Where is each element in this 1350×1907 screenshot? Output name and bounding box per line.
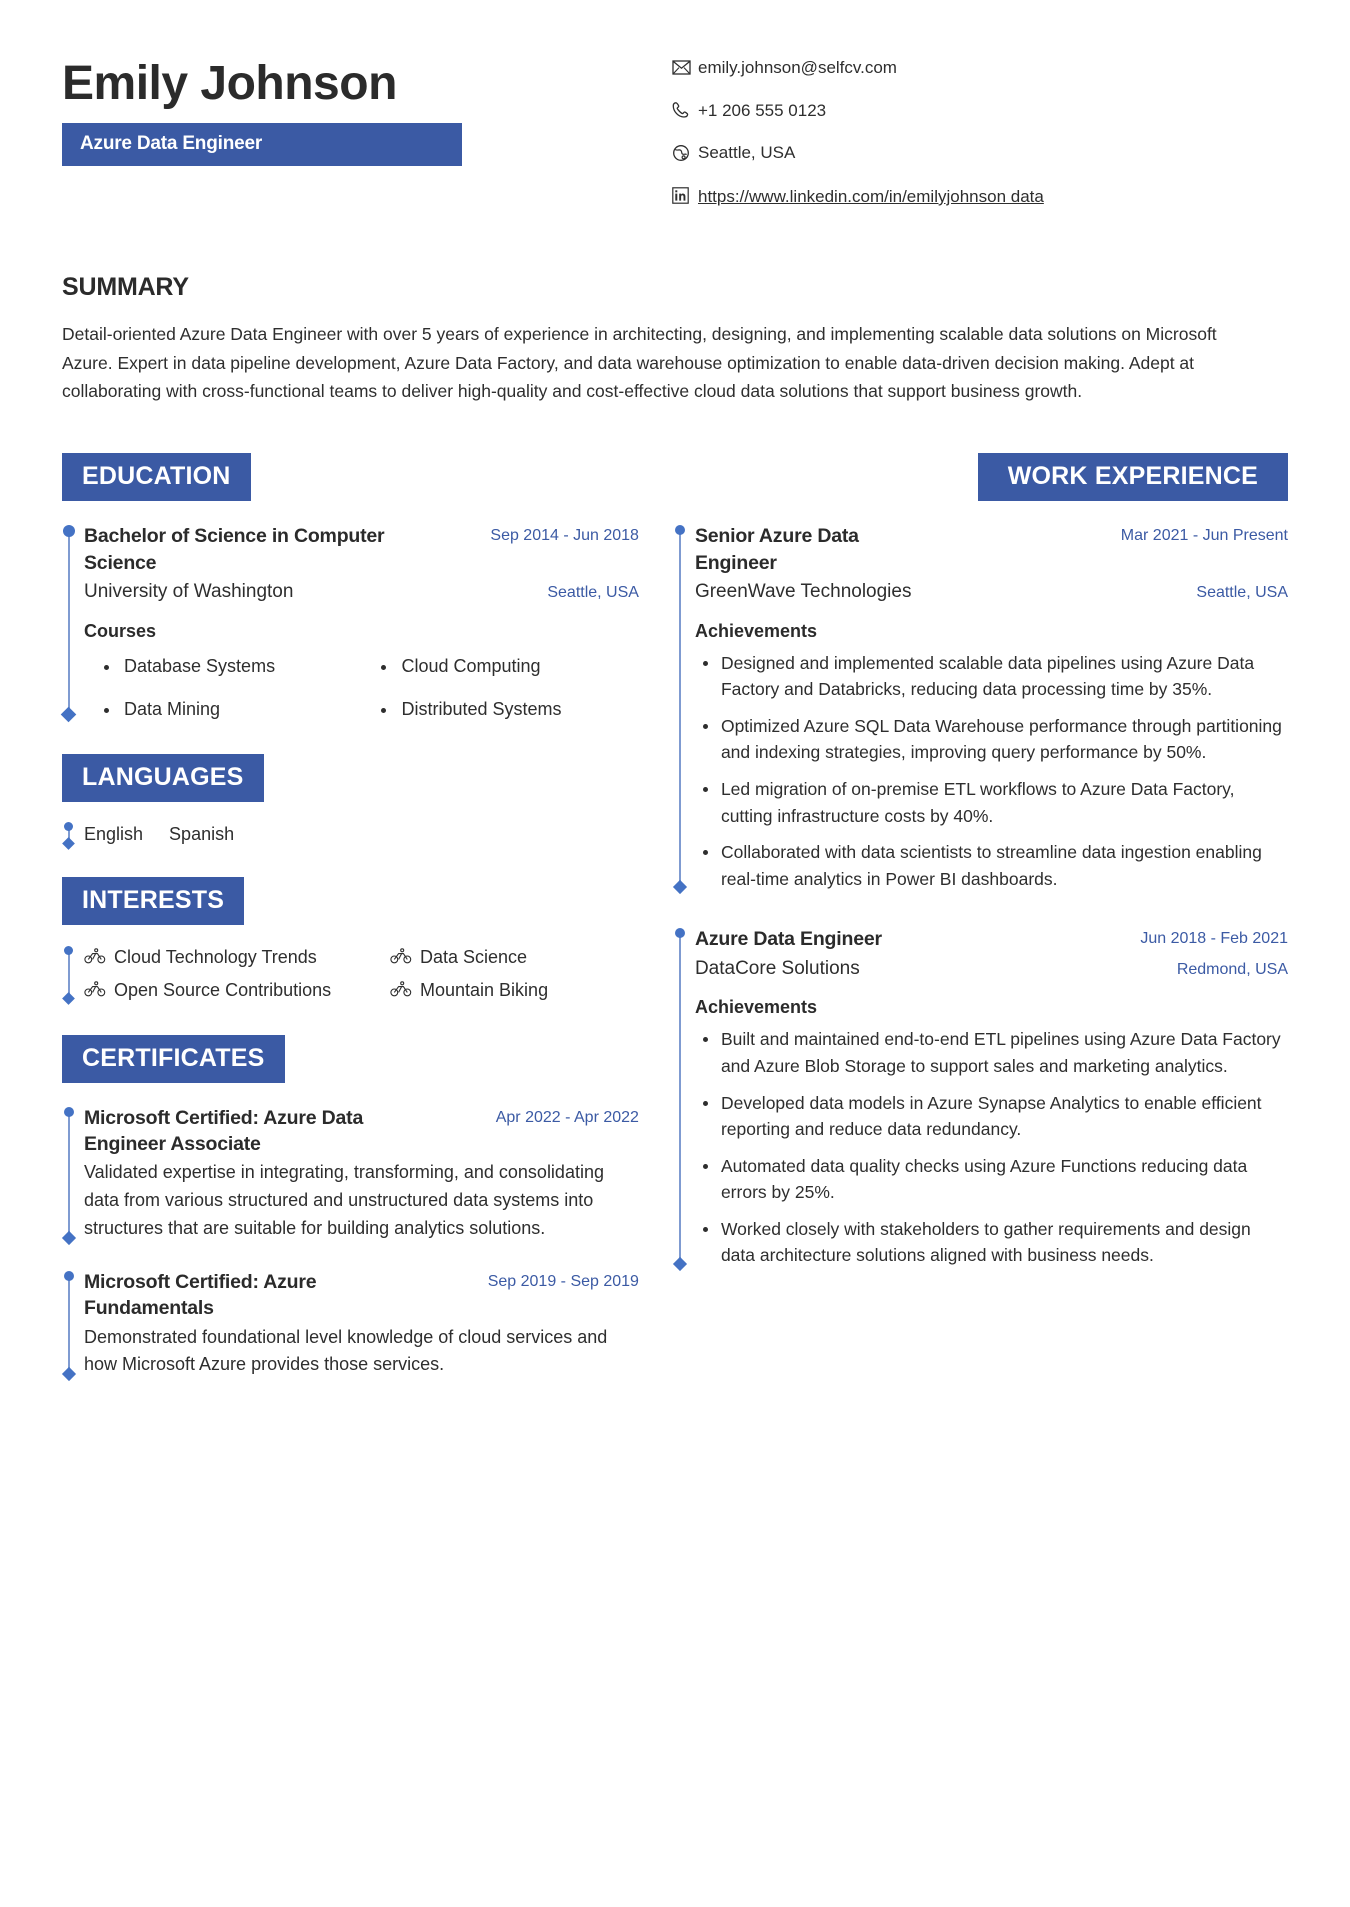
certificate-header-row (84, 1105, 639, 1158)
timeline-diamond (62, 992, 75, 1005)
course-item: Database Systems (94, 656, 361, 677)
timeline-dot (64, 1271, 74, 1281)
achievement-item: Built and maintained end-to-end ETL pipelines using Azure Data Factory and Azure Blob Storage to support sales and marketing analytics. (695, 1026, 1288, 1079)
work-subrow (695, 956, 1288, 983)
work-company: GreenWave Technologies (694, 581, 912, 603)
language-item: Spanish (169, 823, 235, 844)
education-section (62, 453, 639, 719)
achievement-item: Developed data models in Azure Synapse Analytics to enable efficient reporting and reduce data redundancy. (695, 1090, 1288, 1143)
work-company: DataCore Solutions (694, 957, 860, 979)
left-column (62, 453, 673, 1405)
resume-header (62, 52, 1288, 227)
certificate-name: Microsoft Certified: Azure Fundamentals (84, 1270, 317, 1320)
envelope-icon (672, 57, 698, 78)
contact-phone-text[interactable]: +1 206 555 0123 (698, 100, 827, 120)
work-job-title: Azure Data Engineer (694, 928, 882, 951)
timeline-line (68, 530, 70, 712)
interests-list (84, 947, 639, 1001)
bicycle-icon (390, 981, 412, 999)
timeline-diamond (673, 1257, 687, 1271)
contact-linkedin-row (672, 184, 1288, 210)
work-job-title: Senior Azure Data Engineer (694, 525, 859, 574)
certificates-heading: CERTIFICATES (62, 1035, 285, 1083)
timeline-dot (63, 525, 75, 537)
education-entry (62, 523, 639, 719)
education-degree: Bachelor of Science in Computer Science (84, 525, 385, 574)
language-item: English (84, 823, 144, 844)
summary-section (62, 273, 1288, 405)
resume-body (62, 453, 1288, 1405)
timeline-line (68, 951, 70, 997)
interest-label: Cloud Technology Trends (114, 946, 317, 967)
achievement-item: Optimized Azure SQL Data Warehouse performance through partitioning and indexing strategies, improving query performance by 50%. (695, 713, 1288, 766)
achievements-list (695, 1026, 1288, 1269)
interests-heading: INTERESTS (62, 877, 244, 925)
interest-label: Data Science (420, 946, 528, 967)
achievement-item: Designed and implemented scalable data pipelines using Azure Data Factory and Databricks, reducing data processing time by 35%. (695, 650, 1288, 703)
certificate-description: Demonstrated foundational level knowledge of cloud services and how Microsoft Azure provides those services. (84, 1326, 608, 1375)
timeline-line (68, 1112, 70, 1236)
work-subrow (695, 579, 1288, 606)
education-location: Seattle, USA (547, 584, 639, 602)
contact-email-row (672, 56, 1288, 81)
certificate-description: Validated expertise in integrating, transforming, and consolidating data from various structured and unstructured data systems into structures that are suitable for building analytics solutions. (84, 1162, 604, 1239)
interest-item (84, 947, 384, 968)
certificates-section (62, 1035, 639, 1380)
certificate-header-row (84, 1269, 639, 1322)
timeline-dot (64, 822, 73, 831)
work-experience-section (673, 453, 1288, 1269)
contact-email-text[interactable]: emily.johnson@selfcv.com (698, 58, 897, 77)
timeline-diamond (62, 1367, 76, 1381)
contact-linkedin-text[interactable]: https://www.linkedin.com/in/emilyjohnson data (698, 186, 1044, 206)
summary-text: Detail-oriented Azure Data Engineer with over 5 years of experience in architecting, designing, and implementing scalable data solutions on Microsoft Azure. Expert in data pipeline development, Azure Data Factory, and data warehouse optimization to enable data-driven decision making. Adept at collaborating with cross-functional teams to deliver high-quality and cost-effective cloud data solutions that support business growth. (62, 324, 1217, 402)
contact-info-list (622, 52, 1288, 227)
work-entry (673, 926, 1288, 1269)
interest-item (84, 980, 384, 1001)
right-column (673, 453, 1288, 1295)
interest-item (390, 947, 639, 968)
work-header-row (695, 926, 1288, 952)
work-date: Jun 2018 - Feb 2021 (1140, 930, 1288, 948)
languages-heading: LANGUAGES (62, 754, 264, 802)
certificate-entry (62, 1269, 639, 1379)
phone-icon (672, 100, 698, 121)
contact-phone-row (672, 99, 1288, 124)
timeline-diamond (62, 837, 75, 850)
candidate-job-title: Azure Data Engineer (62, 123, 462, 166)
work-date: Mar 2021 - Jun Present (1120, 527, 1288, 545)
achievement-item: Led migration of on-premise ETL workflows to Azure Data Factory, cutting infrastructure costs by 40%. (695, 776, 1288, 829)
courses-list (94, 656, 639, 720)
certificate-date: Apr 2022 - Apr 2022 (495, 1108, 639, 1126)
work-entry (673, 523, 1288, 892)
bicycle-icon (84, 948, 106, 966)
course-item: Cloud Computing (371, 656, 638, 677)
course-item: Data Mining (94, 699, 361, 720)
contact-location-row (672, 141, 1288, 166)
achievements-list (695, 650, 1288, 893)
summary-heading: SUMMARY (62, 273, 189, 302)
languages-section (62, 754, 639, 845)
timeline-dot (64, 1107, 74, 1117)
timeline-diamond (62, 1231, 76, 1245)
timeline-line (679, 933, 681, 1262)
globe-icon (672, 142, 698, 163)
achievement-item: Worked closely with stakeholders to gather requirements and design data architecture solutions aligned with business needs. (695, 1216, 1288, 1269)
timeline-diamond (61, 706, 77, 722)
interest-label: Open Source Contributions (114, 979, 332, 1000)
bicycle-icon (84, 981, 106, 999)
interest-item (390, 980, 639, 1001)
interests-section (62, 877, 639, 1001)
achievement-item: Automated data quality checks using Azure Functions reducing data errors by 25%. (695, 1153, 1288, 1206)
timeline-dot (675, 525, 685, 535)
timeline-dot (64, 946, 73, 955)
achievements-label: Achievements (694, 620, 818, 641)
interests-entry (62, 947, 639, 1001)
work-location: Redmond, USA (1176, 960, 1288, 978)
certificate-entry (62, 1105, 639, 1243)
education-school: University of Washington (84, 581, 294, 603)
timeline-diamond (673, 880, 687, 894)
education-heading: EDUCATION (62, 453, 251, 501)
timeline-line (679, 530, 681, 885)
linkedin-icon (672, 185, 698, 206)
courses-label: Courses (84, 620, 157, 641)
achievements-label: Achievements (694, 997, 818, 1018)
achievement-item: Collaborated with data scientists to streamline data ingestion enabling real-time analytics in Power BI dashboards. (695, 839, 1288, 892)
header-identity (62, 52, 622, 166)
bicycle-icon (390, 948, 412, 966)
timeline-dot (675, 928, 685, 938)
work-experience-heading: WORK EXPERIENCE (978, 453, 1288, 501)
course-item: Distributed Systems (371, 699, 638, 720)
candidate-name: Emily Johnson (62, 57, 397, 110)
certificate-name: Microsoft Certified: Azure Data Engineer Associate (84, 1106, 364, 1155)
education-date: Sep 2014 - Jun 2018 (490, 527, 639, 545)
languages-entry (62, 824, 639, 845)
timeline-line (68, 1276, 70, 1372)
certificate-date: Sep 2019 - Sep 2019 (487, 1272, 639, 1290)
interest-label: Mountain Biking (420, 979, 549, 1000)
work-header-row (695, 523, 1288, 576)
education-subrow (84, 579, 639, 606)
education-header-row (84, 523, 639, 576)
work-experience-heading-wrap (673, 453, 1288, 523)
work-location: Seattle, USA (1196, 584, 1288, 602)
contact-location-text: Seattle, USA (698, 143, 796, 163)
languages-list (84, 824, 639, 845)
